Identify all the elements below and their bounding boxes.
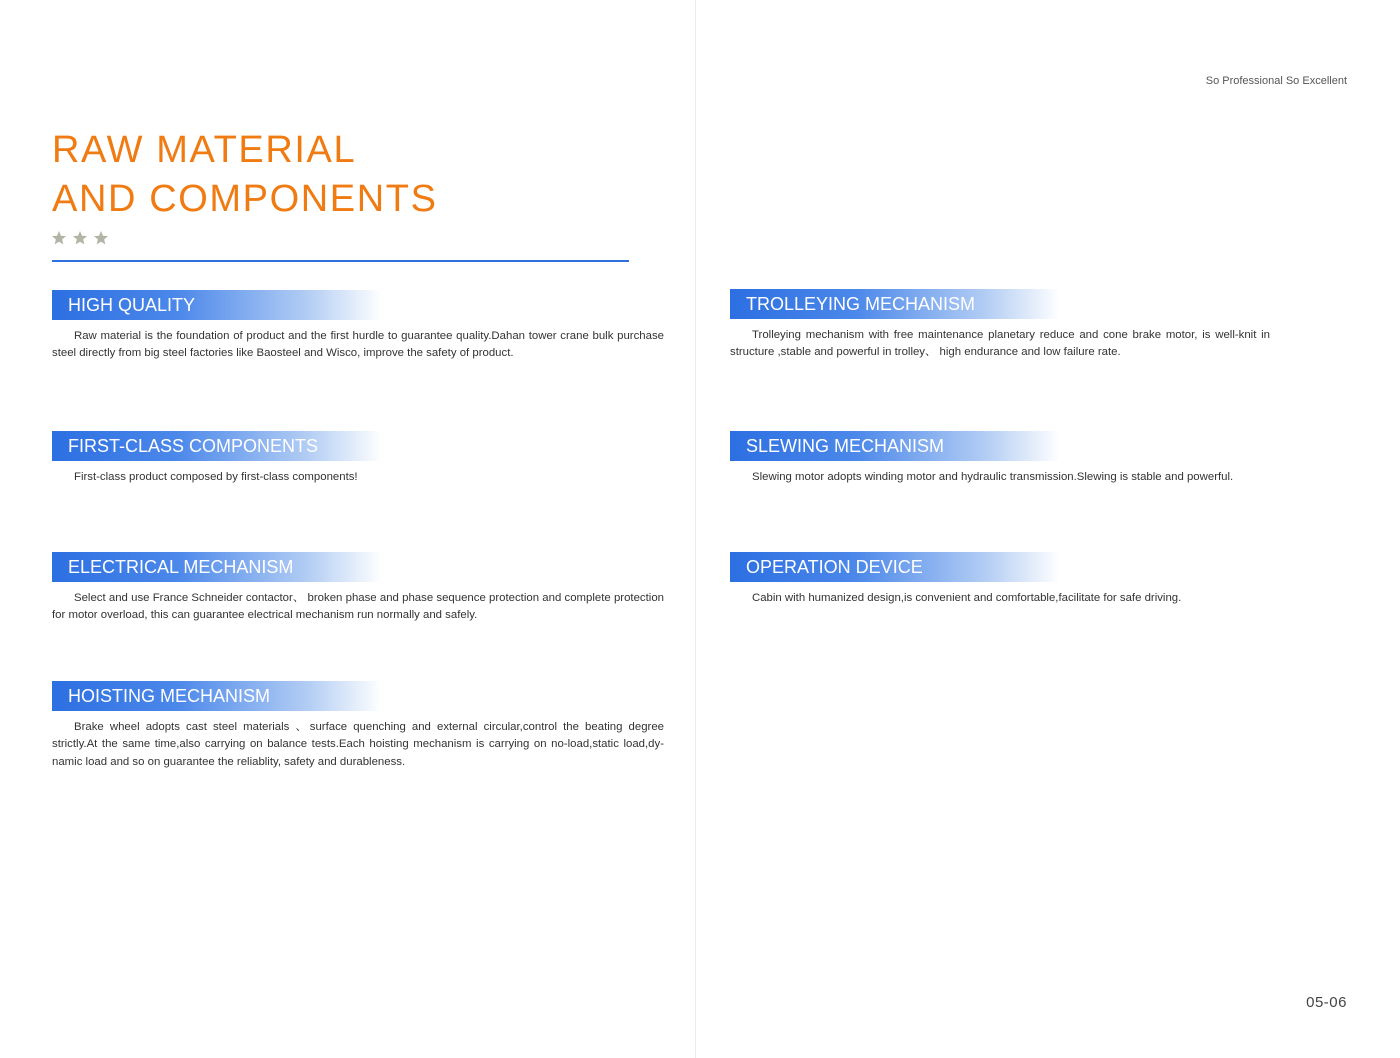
section-heading: OPERATION DEVICE [730,552,1060,582]
section-body: Select and use France Schneider contactor、 broken phase and phase sequence protection and complete protection for motor overload, this can guarantee electrical mechanism run normally and safely. [52,592,664,622]
section-trolleying-mechanism [730,289,1270,362]
section-heading: HIGH QUALITY [52,290,382,320]
star-icon [93,230,109,246]
section-heading: TROLLEYING MECHANISM [730,289,1060,319]
star-row [51,230,109,250]
star-icon [72,230,88,246]
section-body: Cabin with humanized design,is convenient and comfortable,facilitate for safe driving. [752,592,1182,604]
section-high-quality [52,290,664,363]
section-body: Trolleying mechanism with free maintenance planetary reduce and cone brake motor, is well-knit in structure ,stable and powerful in trolley、 high endurance and low failure rate. [730,329,1270,359]
section-body: Brake wheel adopts cast steel materials 、surface quenching and external circular,control the beating degree strictly.At the same time,also carrying on balance tests.Each hoisting mechanism is carrying on no-load,static load,dy-namic load and so on guarantee the reliablity, safety and durableness. [52,721,664,768]
title-line-1: RAW MATERIAL [52,129,357,171]
section-heading: SLEWING MECHANISM [730,431,1060,461]
section-heading: FIRST-CLASS COMPONENTS [52,431,382,461]
title-rule [52,260,629,262]
tagline: So Professional So Excellent [1205,75,1347,87]
section-body: Raw material is the foundation of product and the first hurdle to guarantee quality.Dahan tower crane bulk purchase steel directly from big steel factories like Baosteel and Wisco, improve the safety of product. [52,330,664,360]
section-hoisting-mechanism [52,681,664,771]
page-number: 05-06 [1306,994,1347,1011]
section-body: Slewing motor adopts winding motor and hydraulic transmission.Slewing is stable and powerful. [752,471,1234,483]
section-heading: ELECTRICAL MECHANISM [52,552,382,582]
star-icon [51,230,67,246]
section-slewing-mechanism [730,431,1270,486]
section-heading: HOISTING MECHANISM [52,681,382,711]
title-line-2: AND COMPONENTS [52,178,438,220]
page-title [52,126,438,224]
section-first-class-components [52,431,664,486]
section-body: First-class product composed by first-class components! [74,471,358,483]
section-operation-device [730,552,1270,607]
page-fold [695,0,696,1058]
section-electrical-mechanism [52,552,664,625]
